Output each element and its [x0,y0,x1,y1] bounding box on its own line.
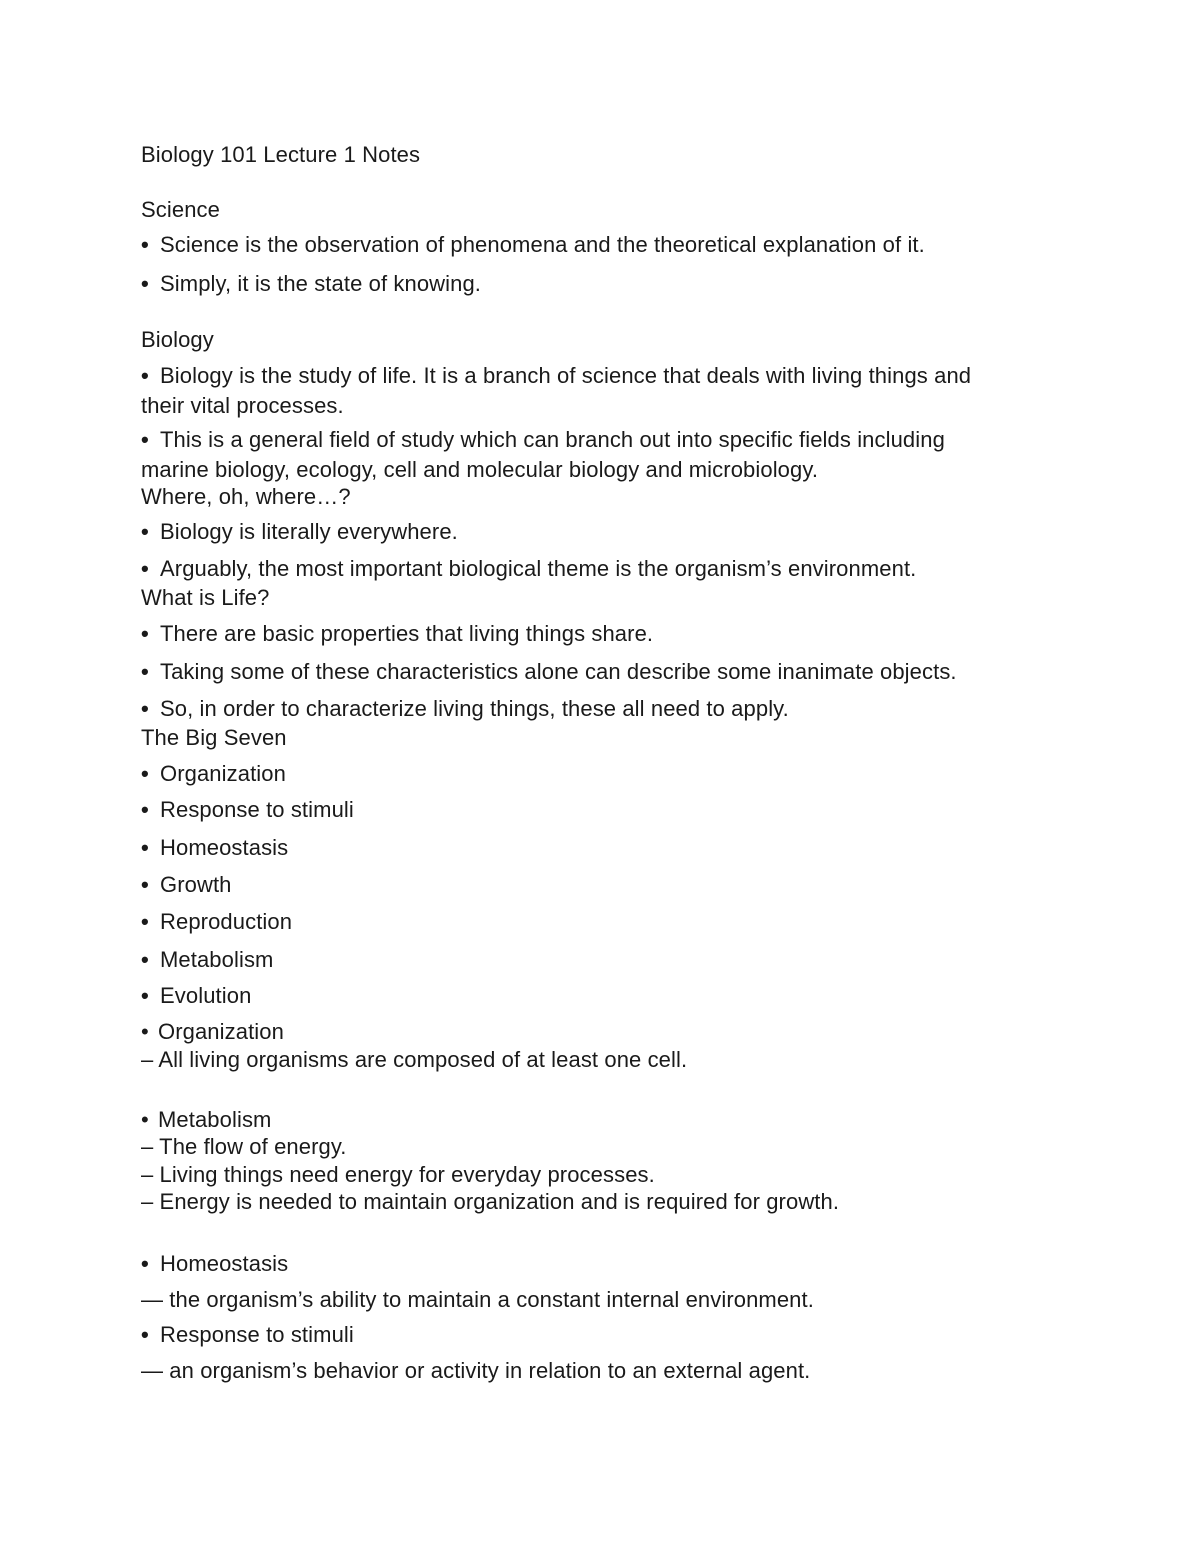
list-item: • Metabolism [141,947,274,972]
bullet-icon: • [141,872,149,897]
list-item: • Growth [141,872,232,897]
list-item: • Evolution [141,983,252,1008]
bullet-icon: • [141,1322,149,1347]
list-item: • Homeostasis [141,835,289,860]
detail-heading-response: • Response to stimuli [141,1322,354,1347]
bullet-icon: • [141,835,149,860]
detail-line: – The flow of energy. [141,1134,347,1159]
bullet-icon: • [141,1251,149,1276]
section-heading-big-seven: The Big Seven [141,725,287,750]
page-title: Biology 101 Lecture 1 Notes [141,142,421,167]
list-item: • Science is the observation of phenomena and the theoretical explanation of it. [141,232,925,257]
list-item: • There are basic properties that living things share. [141,621,654,646]
detail-line: — the organism’s ability to maintain a constant internal environment. [141,1287,814,1312]
detail-heading-organization: • Organization [141,1019,284,1044]
bullet-icon: • [141,1019,149,1044]
bullet-icon: • [141,621,149,646]
bullet-icon: • [141,556,149,581]
bullet-icon: • [141,427,149,452]
detail-line: — an organism’s behavior or activity in relation to an external agent. [141,1358,811,1383]
bullet-icon: • [141,983,149,1008]
detail-line: – Energy is needed to maintain organization and is required for growth. [141,1189,840,1214]
bullet-icon: • [141,659,149,684]
bullet-icon: • [141,519,149,544]
detail-heading-homeostasis: • Homeostasis [141,1251,289,1276]
bullet-icon: • [141,947,149,972]
list-item: • Biology is literally everywhere. [141,519,458,544]
list-item: • Organization [141,761,286,786]
detail-line: – Living things need energy for everyday processes. [141,1162,655,1187]
list-item: • So, in order to characterize living things, these all need to apply. [141,696,789,721]
bullet-icon: • [141,797,149,822]
section-heading-biology: Biology [141,327,214,352]
bullet-icon: • [141,363,149,388]
list-item: • Arguably, the most important biological theme is the organism’s environment. [141,556,917,581]
list-item-continuation: their vital processes. [141,393,344,418]
bullet-icon: • [141,696,149,721]
list-item-continuation: marine biology, ecology, cell and molecular biology and microbiology. [141,457,819,482]
section-heading-science: Science [141,197,220,222]
bullet-icon: • [141,232,149,257]
detail-heading-metabolism: • Metabolism [141,1107,272,1132]
detail-line: – All living organisms are composed of at least one cell. [141,1047,688,1072]
bullet-icon: • [141,271,149,296]
section-heading-life: What is Life? [141,585,270,610]
bullet-icon: • [141,761,149,786]
list-item: • Taking some of these characteristics alone can describe some inanimate objects. [141,659,957,684]
list-item: • Reproduction [141,909,293,934]
bullet-icon: • [141,1107,149,1132]
bullet-icon: • [141,909,149,934]
list-item: • This is a general field of study which can branch out into specific fields including [141,427,945,452]
list-item: • Simply, it is the state of knowing. [141,271,482,296]
section-heading-where: Where, oh, where…? [141,484,351,509]
list-item: • Biology is the study of life. It is a branch of science that deals with living things and [141,363,972,388]
list-item: • Response to stimuli [141,797,354,822]
